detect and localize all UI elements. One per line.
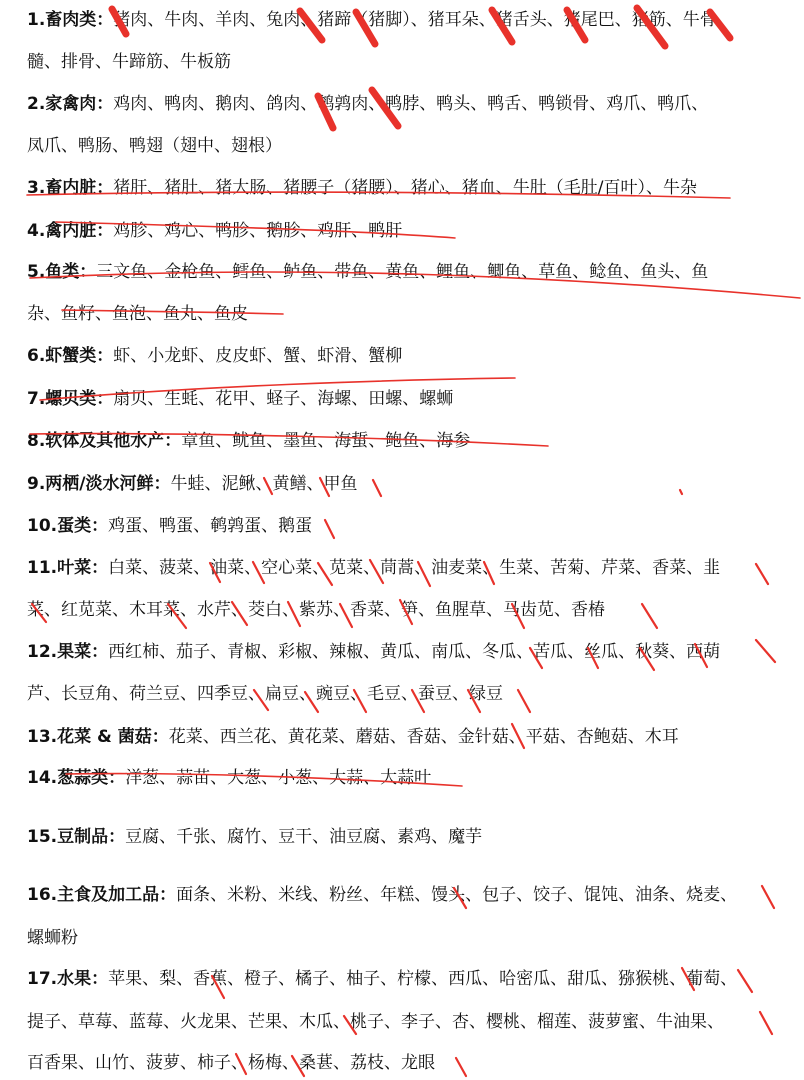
- section-category: 家禽肉：: [45, 94, 114, 114]
- section-category: 果菜：: [57, 642, 109, 662]
- section-category: 蛋类：: [57, 516, 109, 536]
- section-items: 章鱼、鱿鱼、墨鱼、海蜇、鲍鱼、海参: [181, 431, 471, 451]
- section-14: [27, 767, 799, 789]
- section-category: 禽内脏：: [45, 221, 114, 241]
- section-number: 13.: [27, 727, 58, 747]
- section-category: 两栖/淡水河鲜：: [45, 474, 171, 494]
- section-items: 牛蛙、泥鳅、黄鳝、甲鱼: [170, 474, 358, 494]
- section-12-continuation: 芦、长豆角、荷兰豆、四季豆、扁豆、豌豆、毛豆、蚕豆、绿豆: [27, 684, 503, 704]
- section-16-continuation: 螺蛳粉: [27, 928, 78, 948]
- section-items: 豆腐、千张、腐竹、豆干、油豆腐、素鸡、魔芋: [125, 827, 483, 847]
- section-category: 鱼类：: [45, 262, 97, 282]
- section-13: [27, 726, 799, 748]
- section-items: 面条、米粉、米线、粉丝、年糕、馒头、包子、饺子、馄饨、油条、烧麦、: [176, 885, 738, 905]
- section-number: 11.: [27, 558, 58, 578]
- section-number: 17.: [27, 969, 58, 989]
- section-11-continuation: 菜、红苋菜、木耳菜、水芹、茭白、紫苏、香菜、笋、鱼腥草、马齿苋、香椿: [27, 600, 605, 620]
- section-items: 花菜、西兰花、黄花菜、蘑菇、香菇、金针菇、平菇、杏鲍菇、木耳: [168, 727, 679, 747]
- section-items: 白菜、菠菜、油菜、空心菜、苋菜、茼蒿、油麦菜、生菜、苦菊、芹菜、香菜、韭: [108, 558, 721, 578]
- section-number: 6.: [27, 346, 46, 366]
- section-16: [27, 884, 799, 906]
- section-10: [27, 515, 799, 537]
- section-category: 花菜 & 菌菇：: [57, 727, 169, 747]
- section-category: 畜肉类：: [45, 10, 114, 30]
- section-17-continuation: 提子、草莓、蓝莓、火龙果、芒果、木瓜、桃子、李子、杏、樱桃、榴莲、菠萝蜜、牛油果、: [27, 1012, 724, 1032]
- section-category: 畜内脏：: [45, 178, 114, 198]
- section-items: 鸡胗、鸡心、鸭胗、鹅胗、鸡肝、鸭肝: [113, 221, 403, 241]
- section-items: 猪肉、牛肉、羊肉、兔肉、猪蹄（猪脚）、猪耳朵、猪舌头、猪尾巴、猪筋、牛骨: [113, 10, 717, 30]
- section-category: 豆制品：: [57, 827, 126, 847]
- section-11: [27, 557, 799, 579]
- section-15: [27, 826, 799, 848]
- section-items: 洋葱、蒜苗、大葱、小葱、大蒜、大蒜叶: [125, 768, 432, 788]
- section-number: 14.: [27, 768, 58, 788]
- section-category: 虾蟹类：: [45, 346, 114, 366]
- section-number: 16.: [27, 885, 58, 905]
- section-5-continuation: 杂、鱼籽、鱼泡、鱼丸、鱼皮: [27, 304, 248, 324]
- section-items: 扇贝、生蚝、花甲、蛏子、海螺、田螺、螺蛳: [113, 389, 454, 409]
- section-number: 12.: [27, 642, 58, 662]
- section-items: 西红柿、茄子、青椒、彩椒、辣椒、黄瓜、南瓜、冬瓜、苦瓜、丝瓜、秋葵、西葫: [108, 642, 721, 662]
- section-17: [27, 968, 799, 990]
- section-2: [27, 93, 799, 115]
- section-number: 15.: [27, 827, 58, 847]
- section-number: 3.: [27, 178, 46, 198]
- section-1: [27, 9, 799, 31]
- section-number: 4.: [27, 221, 46, 241]
- section-number: 10.: [27, 516, 58, 536]
- section-items: 鸡蛋、鸭蛋、鹌鹑蛋、鹅蛋: [108, 516, 313, 536]
- section-items: 虾、小龙虾、皮皮虾、蟹、虾滑、蟹柳: [113, 346, 403, 366]
- section-7: [27, 388, 799, 410]
- section-2-continuation: 凤爪、鸭肠、鸭翅（翅中、翅根）: [27, 136, 282, 156]
- section-category: 水果：: [57, 969, 109, 989]
- section-17-continuation-2: 百香果、山竹、菠萝、柿子、杨梅、桑葚、荔枝、龙眼: [27, 1053, 435, 1073]
- section-category: 葱蒜类：: [57, 768, 126, 788]
- section-4: [27, 220, 799, 242]
- section-number: 8.: [27, 431, 46, 451]
- section-number: 2.: [27, 94, 46, 114]
- section-1-continuation: 髓、排骨、牛蹄筋、牛板筋: [27, 52, 231, 72]
- section-6: [27, 345, 799, 367]
- section-category: 螺贝类：: [45, 389, 114, 409]
- section-number: 7.: [27, 389, 46, 409]
- section-5: [27, 261, 799, 283]
- section-items: 三文鱼、金枪鱼、鳕鱼、鲈鱼、带鱼、黄鱼、鲤鱼、鲫鱼、草鱼、鲶鱼、鱼头、鱼: [96, 262, 709, 282]
- section-number: 1.: [27, 10, 46, 30]
- section-number: 5.: [27, 262, 46, 282]
- section-12: [27, 641, 799, 663]
- section-items: 猪肝、猪肚、猪大肠、猪腰子（猪腰）、猪心、猪血、牛肚（毛肚/百叶）、牛杂: [113, 178, 698, 198]
- section-9: [27, 473, 799, 495]
- section-8: [27, 430, 799, 452]
- section-3: [27, 177, 799, 199]
- section-items: 鸡肉、鸭肉、鹅肉、鸽肉、鹌鹑肉、鸭脖、鸭头、鸭舌、鸭锁骨、鸡爪、鸭爪、: [113, 94, 709, 114]
- section-items: 苹果、梨、香蕉、橙子、橘子、柚子、柠檬、西瓜、哈密瓜、甜瓜、猕猴桃、葡萄、: [108, 969, 738, 989]
- section-category: 软体及其他水产：: [45, 431, 182, 451]
- section-category: 叶菜：: [57, 558, 109, 578]
- section-category: 主食及加工品：: [57, 885, 177, 905]
- section-number: 9.: [27, 474, 46, 494]
